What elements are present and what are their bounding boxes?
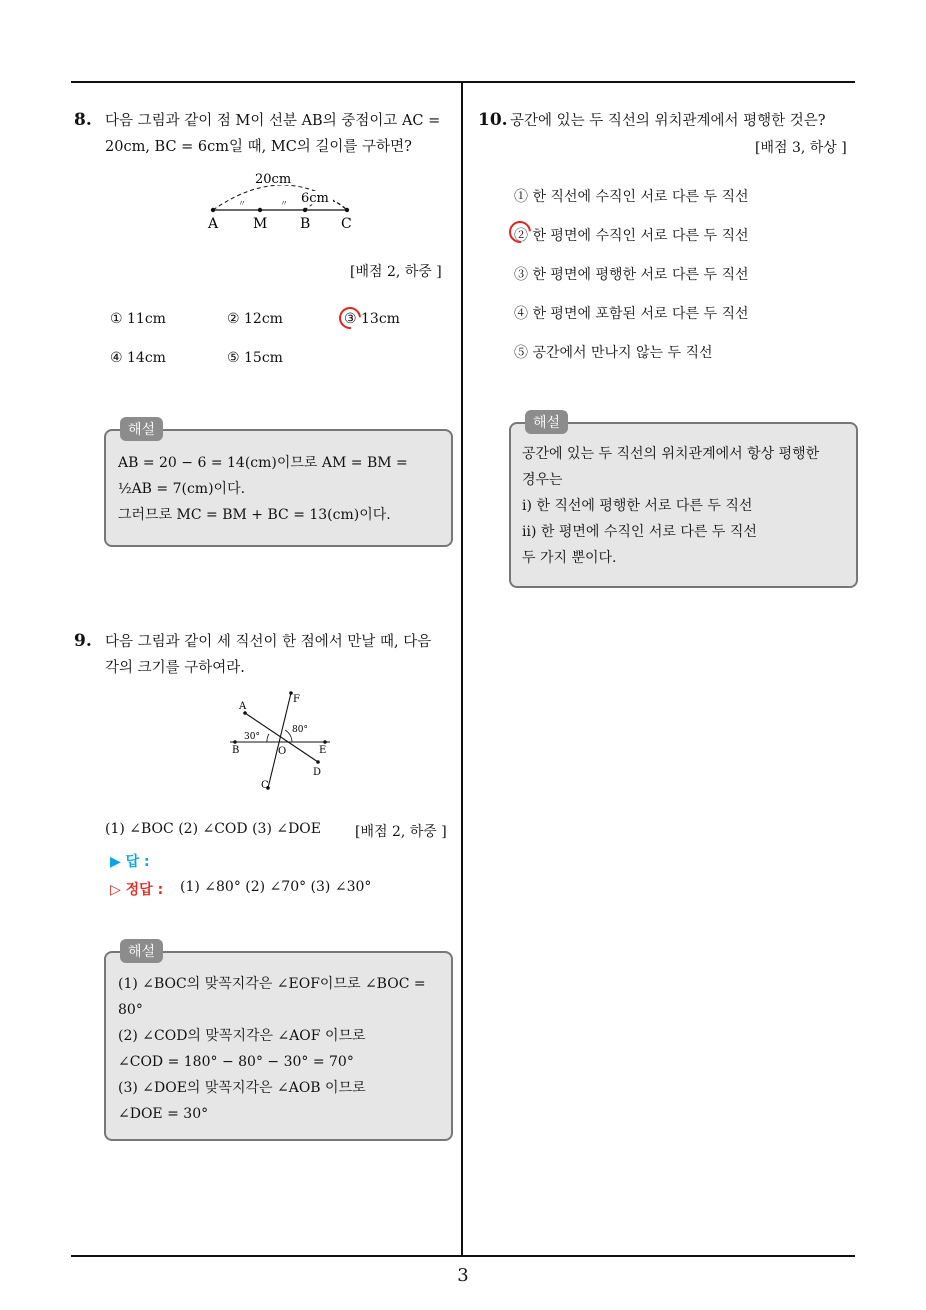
q8-explanation-tag: 해설: [120, 417, 163, 441]
q9-lines-figure: [225, 690, 340, 795]
q9-label-a: A: [239, 701, 247, 712]
q10-explanation-line4: ⅱ) 한 평면에 수직인 서로 다른 두 직선: [522, 524, 757, 540]
q10-option-2[interactable]: ② 한 평면에 수직인 서로 다른 두 직선: [514, 228, 749, 244]
q10-meta: [배점 3, 하상 ]: [755, 140, 847, 156]
q10-option-3[interactable]: ③ 한 평면에 평행한 서로 다른 두 직선: [514, 267, 749, 283]
q8-segment-figure: [195, 165, 365, 235]
q10-explanation-tag: 해설: [525, 410, 568, 434]
q9-label-c: C: [261, 780, 269, 791]
q8-option-1[interactable]: ① 11cm: [110, 311, 166, 327]
q8-option-4[interactable]: ④ 14cm: [110, 350, 166, 366]
q8-explanation-line3: 그러므로 MC = BM + BC = 13(cm)이다.: [118, 507, 391, 523]
q9-explanation-line1: (1) ∠BOC의 맞꼭지각은 ∠EOF이므로 ∠BOC =: [118, 976, 426, 992]
svg-text:〃: 〃: [238, 199, 246, 208]
point-b-label: B: [300, 216, 311, 232]
q9-angle-80: 80°: [292, 725, 308, 735]
q10-explanation-line1: 공간에 있는 두 직선의 위치관계에서 항상 평행한: [522, 446, 820, 462]
q10-number: 10.: [478, 110, 508, 130]
q9-answer-label: ▶ 답 :: [110, 854, 150, 870]
q8-marked-circle: [335, 303, 366, 334]
q9-explanation-line4: ∠COD = 180° − 80° − 30° = 70°: [118, 1054, 354, 1070]
q8-small-distance-label: 6cm: [301, 191, 329, 206]
q9-label-f: F: [293, 694, 300, 705]
q9-label-d: D: [313, 767, 322, 778]
q8-number: 8.: [74, 110, 92, 130]
q10-explanation-line2: 경우는: [522, 472, 563, 488]
q8-explanation-line1: AB = 20 − 6 = 14(cm)이므로 AM = BM =: [118, 455, 408, 471]
svg-text:〃: 〃: [280, 199, 288, 208]
q10-explanation-line3: ⅰ) 한 직선에 평행한 서로 다른 두 직선: [522, 498, 753, 514]
q9-angle-30: 30°: [244, 732, 260, 742]
q9-label-e: E: [319, 745, 327, 756]
q9-explanation-line2: 80°: [118, 1002, 143, 1018]
q9-explanation-tag: 해설: [120, 939, 163, 963]
q9-correct-value: (1) ∠80° (2) ∠70° (3) ∠30°: [180, 879, 372, 895]
q9-explanation-line6: ∠DOE = 30°: [118, 1106, 209, 1122]
q9-explanation-line3: (2) ∠COD의 맞꼭지각은 ∠AOF 이므로: [118, 1028, 366, 1044]
q8-meta: [배점 2, 하중 ]: [350, 264, 442, 280]
q9-explanation-line5: (3) ∠DOE의 맞꼭지각은 ∠AOB 이므로: [118, 1080, 366, 1096]
q8-stem-line2: 20cm, BC = 6cm일 때, MC의 길이를 구하면?: [105, 139, 412, 155]
q8-option-3[interactable]: ③ 13cm: [344, 311, 400, 327]
q9-stem-line1: 다음 그림과 같이 세 직선이 한 점에서 만날 때, 다음: [105, 634, 432, 650]
q8-option-2[interactable]: ② 12cm: [227, 311, 283, 327]
q10-option-4[interactable]: ④ 한 평면에 포함된 서로 다른 두 직선: [514, 306, 749, 322]
q10-explanation-line5: 두 가지 뿐이다.: [522, 550, 617, 566]
q8-explanation-line2: ½AB = 7(cm)이다.: [118, 481, 246, 497]
q9-stem-line2: 각의 크기를 구하여라.: [105, 660, 245, 676]
q9-question: (1) ∠BOC (2) ∠COD (3) ∠DOE: [105, 821, 322, 837]
point-c-label: C: [341, 216, 352, 232]
q10-option-5[interactable]: ⑤ 공간에서 만나지 않는 두 직선: [514, 345, 713, 361]
point-a-label: A: [208, 216, 219, 232]
page-number: 3: [457, 1265, 469, 1286]
q10-option-1[interactable]: ① 한 직선에 수직인 서로 다른 두 직선: [514, 189, 749, 205]
column-divider: [461, 83, 463, 1257]
q9-number: 9.: [74, 631, 92, 651]
q8-option-5[interactable]: ⑤ 15cm: [227, 350, 283, 366]
q9-label-b: B: [232, 745, 240, 756]
point-m-label: M: [253, 216, 268, 232]
q9-label-o: O: [278, 746, 287, 757]
q8-stem-line1: 다음 그림과 같이 점 M이 선분 AB의 중점이고 AC =: [105, 113, 441, 129]
q10-stem-line1: 공간에 있는 두 직선의 위치관계에서 평행한 것은?: [510, 113, 826, 129]
top-rule: [71, 81, 855, 83]
q9-meta: [배점 2, 하중 ]: [355, 824, 447, 840]
q9-correct-label: ▷ 정답 :: [110, 882, 164, 898]
bottom-rule: [71, 1255, 855, 1257]
q8-big-distance-label: 20cm: [255, 172, 292, 187]
